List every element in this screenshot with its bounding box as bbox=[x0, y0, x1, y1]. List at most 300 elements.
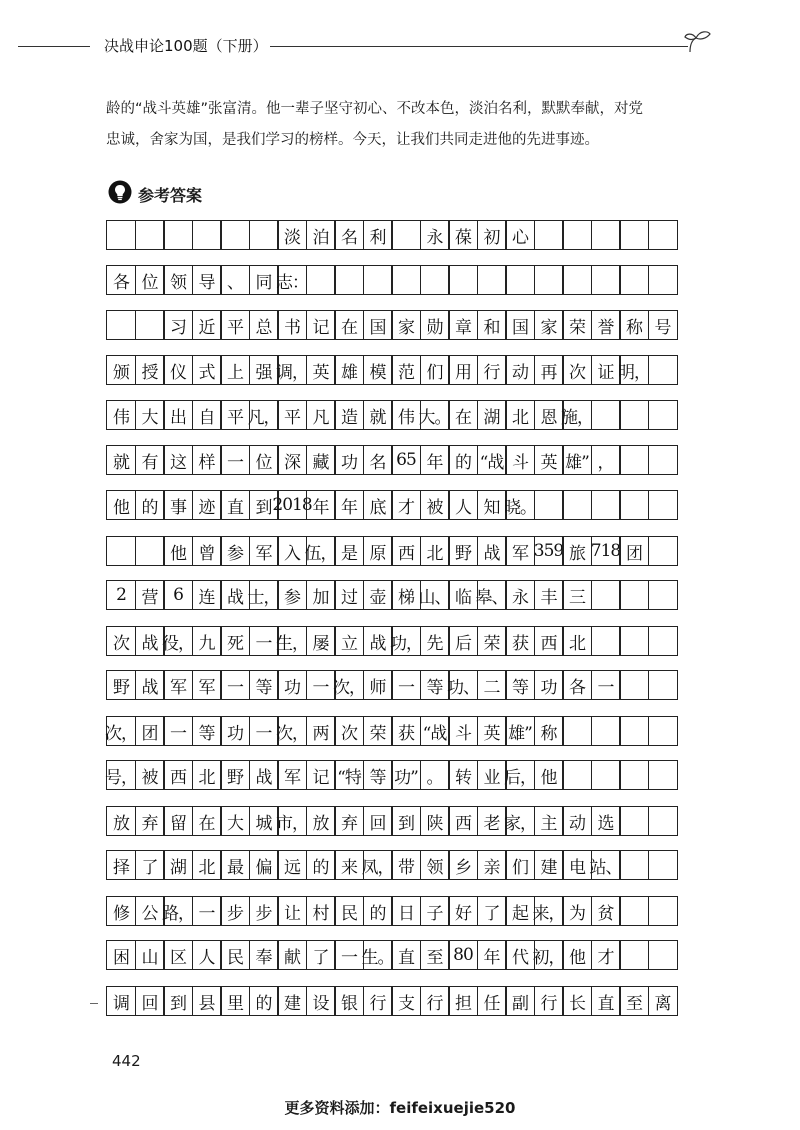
grid-cell bbox=[591, 760, 621, 790]
grid-cell: 立 bbox=[334, 626, 364, 656]
grid-cell: 强 bbox=[249, 355, 279, 385]
grid-cell: 718 bbox=[591, 536, 621, 566]
grid-cell: 调， bbox=[277, 355, 307, 385]
grid-row bbox=[106, 310, 706, 340]
grid-cell: 明， bbox=[619, 355, 649, 385]
grid-cell: 被 bbox=[420, 490, 450, 520]
grid-cell: 伟 bbox=[106, 400, 136, 430]
grid-cell: 皋、 bbox=[477, 580, 507, 610]
grid-cell: 。 bbox=[420, 760, 450, 790]
grid-row bbox=[106, 760, 706, 790]
grid-cell: 来 bbox=[334, 850, 364, 880]
grid-cell: 2018 bbox=[277, 490, 307, 520]
grid-cell: 誉 bbox=[591, 310, 621, 340]
grid-cell: 子 bbox=[420, 896, 450, 926]
grid-cell: 参 bbox=[220, 536, 250, 566]
grid-cell: 导 bbox=[192, 265, 222, 295]
grid-cell: 担 bbox=[448, 986, 478, 1016]
grid-cell: 就 bbox=[363, 400, 393, 430]
grid-cell: 军 bbox=[192, 670, 222, 700]
grid-cell: 让 bbox=[277, 896, 307, 926]
grid-cell: 动 bbox=[505, 355, 535, 385]
grid-cell: 了 bbox=[477, 896, 507, 926]
grid-cell: 一 bbox=[249, 626, 279, 656]
grid-cell: 次 bbox=[106, 626, 136, 656]
grid-cell: 直 bbox=[391, 940, 421, 970]
grid-cell: 市， bbox=[277, 806, 307, 836]
grid-cell: 屡 bbox=[306, 626, 336, 656]
grid-cell: 战 bbox=[135, 626, 165, 656]
grid-cell: 他 bbox=[163, 536, 193, 566]
grid-cell: 家 bbox=[391, 310, 421, 340]
grid-cell: 年 bbox=[306, 490, 336, 520]
grid-cell: 团 bbox=[619, 536, 649, 566]
grid-cell: 功 bbox=[220, 716, 250, 746]
grid-cell bbox=[106, 310, 136, 340]
grid-cell: 功 bbox=[334, 445, 364, 475]
grid-cell bbox=[591, 220, 621, 250]
grid-cell: 模 bbox=[363, 355, 393, 385]
grid-cell: 代 bbox=[505, 940, 535, 970]
grid-row bbox=[106, 400, 706, 430]
grid-cell: 军 bbox=[249, 536, 279, 566]
grid-cell bbox=[619, 670, 649, 700]
grid-cell: 西 bbox=[448, 806, 478, 836]
grid-cell: 一 bbox=[163, 716, 193, 746]
grid-cell: 奉 bbox=[249, 940, 279, 970]
grid-cell: 公 bbox=[135, 896, 165, 926]
grid-cell: 他 bbox=[562, 940, 592, 970]
grid-cell: 称 bbox=[534, 716, 564, 746]
grid-cell: 临 bbox=[448, 580, 478, 610]
grid-cell bbox=[106, 220, 136, 250]
grid-cell: 贫 bbox=[591, 896, 621, 926]
grid-cell: 西 bbox=[534, 626, 564, 656]
grid-cell bbox=[619, 940, 649, 970]
grid-cell: 号 bbox=[648, 310, 678, 340]
grid-cell: “特 bbox=[334, 760, 364, 790]
grid-cell: 副 bbox=[505, 986, 535, 1016]
grid-cell: 斗 bbox=[505, 445, 535, 475]
grid-cell: 日 bbox=[391, 896, 421, 926]
grid-cell: 来， bbox=[534, 896, 564, 926]
grid-cell: 后 bbox=[448, 626, 478, 656]
grid-cell: 生。 bbox=[363, 940, 393, 970]
grid-cell: 转 bbox=[448, 760, 478, 790]
grid-cell: 到 bbox=[391, 806, 421, 836]
grid-cell: 伟 bbox=[391, 400, 421, 430]
grid-cell: 丰 bbox=[534, 580, 564, 610]
grid-cell: 证 bbox=[591, 355, 621, 385]
header-rule-right bbox=[270, 46, 688, 47]
grid-cell: 凤， bbox=[363, 850, 393, 880]
grid-cell bbox=[648, 355, 678, 385]
grid-cell: 北 bbox=[562, 626, 592, 656]
grid-cell bbox=[619, 580, 649, 610]
grid-cell: 同 bbox=[249, 265, 279, 295]
grid-cell: 城 bbox=[249, 806, 279, 836]
grid-cell: 直 bbox=[591, 986, 621, 1016]
grid-row bbox=[106, 626, 706, 656]
grid-cell: 野 bbox=[106, 670, 136, 700]
grid-cell: 授 bbox=[135, 355, 165, 385]
grid-cell bbox=[648, 490, 678, 520]
grid-cell: 两 bbox=[306, 716, 336, 746]
grid-cell: 80 bbox=[448, 940, 478, 970]
lightbulb-icon bbox=[108, 180, 132, 204]
grid-cell: 凡 bbox=[306, 400, 336, 430]
grid-cell: 次， bbox=[334, 670, 364, 700]
grid-cell bbox=[619, 400, 649, 430]
grid-cell bbox=[648, 220, 678, 250]
grid-cell: 次 bbox=[562, 355, 592, 385]
grid-row bbox=[106, 670, 706, 700]
grid-row bbox=[106, 220, 706, 250]
margin-tick bbox=[90, 1003, 98, 1004]
grid-cell: 平 bbox=[220, 310, 250, 340]
grid-cell: 二 bbox=[477, 670, 507, 700]
grid-cell: 一 bbox=[391, 670, 421, 700]
grid-cell: 野 bbox=[448, 536, 478, 566]
grid-cell: 功， bbox=[391, 626, 421, 656]
grid-cell: 称 bbox=[619, 310, 649, 340]
grid-cell bbox=[363, 265, 393, 295]
grid-cell: 他 bbox=[106, 490, 136, 520]
grid-cell bbox=[163, 220, 193, 250]
grid-cell: 晓。 bbox=[505, 490, 535, 520]
grid-cell: 军 bbox=[505, 536, 535, 566]
book-title: 决战申论100题（下册） bbox=[104, 37, 268, 55]
grid-cell: 造 bbox=[334, 400, 364, 430]
grid-cell: 建 bbox=[534, 850, 564, 880]
grid-cell: 初， bbox=[534, 940, 564, 970]
grid-cell: 号， bbox=[106, 760, 136, 790]
grid-cell: 迹 bbox=[192, 490, 222, 520]
grid-cell: 步 bbox=[249, 896, 279, 926]
grid-cell: 到 bbox=[163, 986, 193, 1016]
grid-cell: 好 bbox=[448, 896, 478, 926]
grid-cell: 北 bbox=[420, 536, 450, 566]
grid-cell: 的 bbox=[135, 490, 165, 520]
grid-cell bbox=[619, 850, 649, 880]
grid-cell: 团 bbox=[135, 716, 165, 746]
grid-cell: 修 bbox=[106, 896, 136, 926]
grid-cell: 雄” bbox=[562, 445, 592, 475]
grid-cell: 北 bbox=[192, 760, 222, 790]
grid-cell: 行 bbox=[363, 986, 393, 1016]
grid-cell: 后， bbox=[505, 760, 535, 790]
grid-row bbox=[106, 536, 706, 566]
grid-cell bbox=[591, 490, 621, 520]
grid-cell: 军 bbox=[163, 670, 193, 700]
grid-cell: 荣 bbox=[363, 716, 393, 746]
grid-cell bbox=[477, 265, 507, 295]
grid-cell: 三 bbox=[562, 580, 592, 610]
grid-row bbox=[106, 986, 706, 1016]
grid-cell: 为 bbox=[562, 896, 592, 926]
grid-cell: 心 bbox=[505, 220, 535, 250]
grid-cell bbox=[135, 220, 165, 250]
grid-cell: 荣 bbox=[477, 626, 507, 656]
grid-cell bbox=[448, 265, 478, 295]
grid-cell: 加 bbox=[306, 580, 336, 610]
grid-cell: 式 bbox=[192, 355, 222, 385]
grid-cell bbox=[534, 220, 564, 250]
grid-cell: 西 bbox=[163, 760, 193, 790]
grid-cell: 雄 bbox=[334, 355, 364, 385]
grid-cell: 他 bbox=[534, 760, 564, 790]
grid-cell bbox=[562, 760, 592, 790]
grid-cell: 们 bbox=[420, 355, 450, 385]
grid-cell: 总 bbox=[249, 310, 279, 340]
grid-cell: 主 bbox=[534, 806, 564, 836]
grid-cell bbox=[562, 265, 592, 295]
grid-cell: 的 bbox=[249, 986, 279, 1016]
grid-cell: 一 bbox=[220, 670, 250, 700]
grid-cell: 被 bbox=[135, 760, 165, 790]
grid-cell: 留 bbox=[163, 806, 193, 836]
footer-note: 更多资料添加：feifeixuejie520 bbox=[284, 1099, 516, 1117]
grid-cell: 次， bbox=[277, 716, 307, 746]
grid-cell: 设 bbox=[306, 986, 336, 1016]
grid-cell: 野 bbox=[220, 760, 250, 790]
grid-cell: 藏 bbox=[306, 445, 336, 475]
grid-cell: 功” bbox=[391, 760, 421, 790]
grid-cell: 仪 bbox=[163, 355, 193, 385]
grid-cell bbox=[249, 220, 279, 250]
grid-cell: 营 bbox=[135, 580, 165, 610]
grid-cell: 支 bbox=[391, 986, 421, 1016]
grid-cell: 军 bbox=[277, 760, 307, 790]
grid-cell: 一 bbox=[249, 716, 279, 746]
grid-cell: 等 bbox=[420, 670, 450, 700]
grid-cell: 役， bbox=[163, 626, 193, 656]
grid-cell: 次， bbox=[106, 716, 136, 746]
grid-cell: 样 bbox=[192, 445, 222, 475]
grid-cell bbox=[619, 490, 649, 520]
grid-cell: 行 bbox=[477, 355, 507, 385]
grid-cell: 等 bbox=[249, 670, 279, 700]
grid-cell: 直 bbox=[220, 490, 250, 520]
grid-cell: 近 bbox=[192, 310, 222, 340]
grid-cell: 颁 bbox=[106, 355, 136, 385]
grid-cell: 择 bbox=[106, 850, 136, 880]
grid-cell: 入 bbox=[277, 536, 307, 566]
grid-cell: 了 bbox=[306, 940, 336, 970]
grid-cell bbox=[648, 806, 678, 836]
grid-cell: 书 bbox=[277, 310, 307, 340]
grid-cell: 人 bbox=[448, 490, 478, 520]
grid-cell: 的 bbox=[363, 896, 393, 926]
grid-cell: 梯 bbox=[391, 580, 421, 610]
grid-cell: 死 bbox=[220, 626, 250, 656]
grid-cell: 名 bbox=[334, 220, 364, 250]
grid-cell: “战 bbox=[477, 445, 507, 475]
grid-cell: 困 bbox=[106, 940, 136, 970]
grid-cell: 北 bbox=[192, 850, 222, 880]
grid-cell bbox=[619, 626, 649, 656]
grid-cell: 回 bbox=[135, 986, 165, 1016]
grid-cell: 斗 bbox=[448, 716, 478, 746]
grid-cell: 获 bbox=[505, 626, 535, 656]
grid-cell bbox=[619, 806, 649, 836]
grid-cell bbox=[135, 536, 165, 566]
grid-cell: 任 bbox=[477, 986, 507, 1016]
grid-cell bbox=[534, 265, 564, 295]
grid-cell: 有 bbox=[135, 445, 165, 475]
grid-cell: 英 bbox=[534, 445, 564, 475]
grid-cell: 至 bbox=[420, 940, 450, 970]
grid-cell: 英 bbox=[477, 716, 507, 746]
grid-cell: 大 bbox=[220, 806, 250, 836]
grid-cell: 动 bbox=[562, 806, 592, 836]
grid-cell bbox=[505, 265, 535, 295]
grid-cell bbox=[648, 265, 678, 295]
grid-cell: 行 bbox=[534, 986, 564, 1016]
grid-cell: 利 bbox=[363, 220, 393, 250]
grid-cell: 国 bbox=[505, 310, 535, 340]
grid-cell: 施， bbox=[562, 400, 592, 430]
grid-cell: 知 bbox=[477, 490, 507, 520]
grid-cell: 人 bbox=[192, 940, 222, 970]
grid-cell: 凡， bbox=[249, 400, 279, 430]
grid-cell bbox=[591, 716, 621, 746]
grid-cell: 英 bbox=[306, 355, 336, 385]
grid-cell: 带 bbox=[391, 850, 421, 880]
grid-cell: 年 bbox=[477, 940, 507, 970]
grid-cell: 献 bbox=[277, 940, 307, 970]
grid-cell: 荣 bbox=[562, 310, 592, 340]
grid-cell: 功 bbox=[277, 670, 307, 700]
grid-cell: 原 bbox=[363, 536, 393, 566]
grid-cell: 2 bbox=[106, 580, 136, 610]
grid-cell: 领 bbox=[420, 850, 450, 880]
grid-cell: 才 bbox=[391, 490, 421, 520]
grid-cell: 深 bbox=[277, 445, 307, 475]
grid-cell: 参 bbox=[277, 580, 307, 610]
grid-cell: 范 bbox=[391, 355, 421, 385]
grid-cell bbox=[648, 536, 678, 566]
grid-cell: 65 bbox=[391, 445, 421, 475]
grid-cell: 永 bbox=[505, 580, 535, 610]
grid-cell: 各 bbox=[562, 670, 592, 700]
grid-cell: 初 bbox=[477, 220, 507, 250]
grid-cell bbox=[648, 940, 678, 970]
grid-cell: 平 bbox=[220, 400, 250, 430]
grid-cell: 雄” bbox=[505, 716, 535, 746]
grid-cell bbox=[648, 716, 678, 746]
grid-cell bbox=[648, 445, 678, 475]
grid-cell: 在 bbox=[334, 310, 364, 340]
grid-cell: 北 bbox=[505, 400, 535, 430]
grid-cell: 家 bbox=[534, 310, 564, 340]
grid-cell bbox=[391, 220, 421, 250]
grid-cell bbox=[534, 490, 564, 520]
grid-cell: 359 bbox=[534, 536, 564, 566]
grid-cell: 湖 bbox=[477, 400, 507, 430]
grid-cell: 湖 bbox=[163, 850, 193, 880]
grid-cell: 过 bbox=[334, 580, 364, 610]
grid-cell: 获 bbox=[391, 716, 421, 746]
grid-cell: 调 bbox=[106, 986, 136, 1016]
grid-cell: 位 bbox=[135, 265, 165, 295]
grid-cell: 和 bbox=[477, 310, 507, 340]
grid-cell: 电 bbox=[562, 850, 592, 880]
grid-row bbox=[106, 265, 706, 295]
grid-cell: 功、 bbox=[448, 670, 478, 700]
grid-cell: 放 bbox=[306, 806, 336, 836]
grid-cell: 习 bbox=[163, 310, 193, 340]
grid-cell: 长 bbox=[562, 986, 592, 1016]
grid-cell: 先 bbox=[420, 626, 450, 656]
grid-cell bbox=[106, 536, 136, 566]
grid-row bbox=[106, 940, 706, 970]
grid-cell bbox=[562, 716, 592, 746]
grid-cell: 6 bbox=[163, 580, 193, 610]
grid-cell: 亲 bbox=[477, 850, 507, 880]
grid-cell: 章 bbox=[448, 310, 478, 340]
grid-cell: 一 bbox=[192, 896, 222, 926]
grid-cell: 西 bbox=[391, 536, 421, 566]
grid-cell: 各 bbox=[106, 265, 136, 295]
grid-cell bbox=[220, 220, 250, 250]
grid-cell: 记 bbox=[306, 310, 336, 340]
grid-cell: 步 bbox=[220, 896, 250, 926]
grid-row bbox=[106, 850, 706, 880]
grid-cell: 弃 bbox=[135, 806, 165, 836]
grid-cell: 建 bbox=[277, 986, 307, 1016]
grid-cell: 弃 bbox=[334, 806, 364, 836]
grid-cell: 位 bbox=[249, 445, 279, 475]
grid-cell: 起 bbox=[505, 896, 535, 926]
grid-cell: 选 bbox=[591, 806, 621, 836]
grid-cell: 远 bbox=[277, 850, 307, 880]
grid-cell: 乡 bbox=[448, 850, 478, 880]
grid-cell: 县 bbox=[192, 986, 222, 1016]
grid-cell: 九 bbox=[192, 626, 222, 656]
grid-cell: 的 bbox=[448, 445, 478, 475]
grid-cell: 旅 bbox=[562, 536, 592, 566]
grid-cell: 葆 bbox=[448, 220, 478, 250]
grid-cell: 壶 bbox=[363, 580, 393, 610]
grid-row bbox=[106, 806, 706, 836]
grid-cell: ， bbox=[591, 445, 621, 475]
grid-cell: 就 bbox=[106, 445, 136, 475]
grid-cell: 年 bbox=[420, 445, 450, 475]
grid-cell: “战 bbox=[420, 716, 450, 746]
grid-cell: 曾 bbox=[192, 536, 222, 566]
grid-cell bbox=[648, 626, 678, 656]
grid-cell: 淡 bbox=[277, 220, 307, 250]
grid-cell: 连 bbox=[192, 580, 222, 610]
grid-cell: 名 bbox=[363, 445, 393, 475]
grid-cell: 战 bbox=[363, 626, 393, 656]
grid-cell bbox=[562, 490, 592, 520]
grid-cell bbox=[192, 220, 222, 250]
grid-cell bbox=[619, 445, 649, 475]
grid-cell bbox=[619, 265, 649, 295]
grid-cell bbox=[619, 220, 649, 250]
grid-cell bbox=[562, 220, 592, 250]
grid-cell: 生， bbox=[277, 626, 307, 656]
grid-cell bbox=[420, 265, 450, 295]
grid-cell: 村 bbox=[306, 896, 336, 926]
grid-cell: 再 bbox=[534, 355, 564, 385]
grid-cell: 用 bbox=[448, 355, 478, 385]
grid-cell: 战 bbox=[220, 580, 250, 610]
grid-cell bbox=[591, 265, 621, 295]
grid-row bbox=[106, 580, 706, 610]
